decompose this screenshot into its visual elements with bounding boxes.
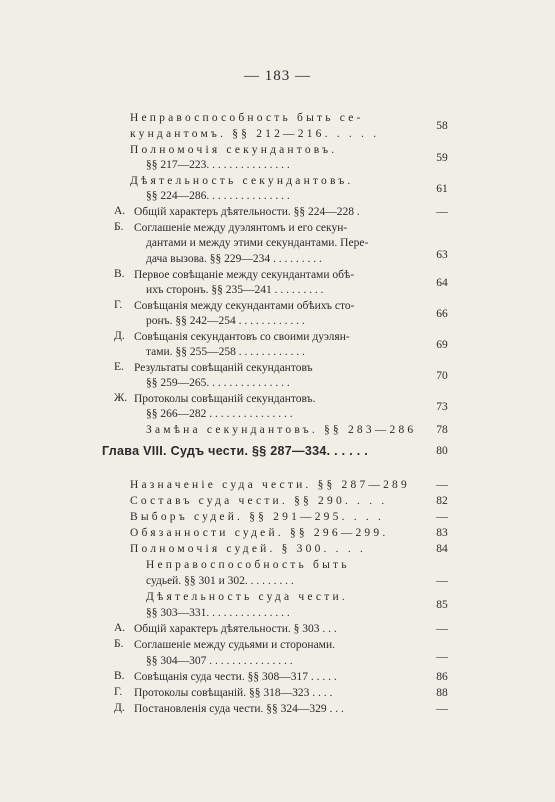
toc-page-number: 73 — [436, 401, 448, 413]
toc-item-letter: Е. — [114, 361, 124, 373]
toc-line: Полномочія секундантовъ. — [130, 144, 338, 156]
toc-page-number: — — [436, 623, 448, 635]
toc-line: Обязанности судей. §§ 296—299. — [130, 527, 389, 539]
toc-line: Неправоспособность быть — [146, 559, 350, 571]
toc-line: тами. §§ 255—258 . . . . . . . . . . . . — [146, 346, 305, 358]
toc-line: дантами и между этими секундантами. Пере- — [146, 237, 369, 249]
toc-page-number: 58 — [436, 120, 448, 132]
toc-line: Соглашеніе между судьями и сторонами. — [134, 639, 335, 651]
toc-item-letter: Б. — [114, 638, 124, 650]
toc-line: Первое совѣщаніе между секундантами обѣ- — [134, 269, 355, 281]
chapter-heading — [102, 444, 368, 459]
toc-item-letter: Г. — [114, 686, 123, 698]
toc-page-number: — — [436, 206, 448, 218]
toc-line: Соглашеніе между дуэлянтомъ и его секун- — [134, 222, 348, 234]
toc-line: Дѣятельность суда чести. — [146, 591, 348, 603]
toc-item-letter: Г. — [114, 299, 123, 311]
toc-item-letter: Д. — [114, 702, 125, 714]
toc-page-number: — — [436, 479, 448, 491]
toc-page-number: 66 — [436, 308, 448, 320]
toc-line: Полномочія судей. § 300. . . . — [130, 543, 367, 555]
toc-line: Протоколы совѣщаній секундантовъ. — [134, 393, 316, 405]
toc-line: Постановленія суда чести. §§ 324—329 . . . — [134, 703, 344, 715]
toc-item-letter: Ж. — [114, 392, 128, 404]
chapter-page-number: 80 — [436, 445, 448, 457]
toc-line: Дѣятельность секундантовъ. — [130, 175, 354, 187]
toc-page-number: 64 — [436, 277, 448, 289]
toc-page-number: — — [436, 575, 448, 587]
toc-line: кундантомъ. §§ 212—216. . . . . — [130, 128, 380, 140]
toc-line: §§ 266—282 . . . . . . . . . . . . . . . — [146, 408, 293, 420]
toc-line: §§ 224—286. . . . . . . . . . . . . . . — [146, 190, 290, 202]
toc-line: Неправоспособность быть се- — [130, 112, 364, 124]
toc-line: Совѣщанія секундантовъ со своими дуэлян- — [134, 331, 350, 343]
toc-line: Общій характеръ дѣятельности. § 303 . . . — [134, 623, 337, 635]
toc-page-number: 82 — [436, 495, 448, 507]
toc-page-number: 85 — [436, 599, 448, 611]
toc-line: ронъ. §§ 242—254 . . . . . . . . . . . . — [146, 315, 305, 327]
toc-item-letter: В. — [114, 670, 125, 682]
toc-page-number: — — [436, 703, 448, 715]
toc-page-number: 84 — [436, 543, 448, 555]
chapter-title: Судъ чести. §§ 287—334. . . . . . — [166, 444, 369, 458]
toc-page-number: — — [436, 511, 448, 523]
toc-line: Результаты совѣщаній секундантовъ — [134, 362, 313, 374]
toc-page-number: 83 — [436, 527, 448, 539]
toc-item-letter: В. — [114, 268, 125, 280]
toc-line: Замѣна секундантовъ. §§ 283—286 — [146, 424, 417, 436]
toc-line: Совѣщанія между секундантами обѣихъ сто- — [134, 300, 355, 312]
toc-item-letter: Б. — [114, 221, 124, 233]
toc-line: Общій характеръ дѣятельности. §§ 224—228 . — [134, 206, 360, 218]
toc-line: ихъ сторонъ. §§ 235—241 . . . . . . . . . — [146, 284, 324, 296]
toc-page-number: 69 — [436, 339, 448, 351]
toc-page-number: 59 — [436, 152, 448, 164]
page-number: — 183 — — [244, 68, 311, 84]
toc-item-letter: Д. — [114, 330, 125, 342]
toc-page-number: 63 — [436, 249, 448, 261]
toc-line: дача вызова. §§ 229—234 . . . . . . . . . — [146, 253, 322, 265]
toc-line: судьей. §§ 301 и 302. . . . . . . . . — [146, 575, 294, 587]
toc-line: Назначеніе суда чести. §§ 287—289 — [130, 479, 410, 491]
toc-line: §§ 259—265. . . . . . . . . . . . . . . — [146, 377, 290, 389]
toc-line: Протоколы совѣщаній. §§ 318—323 . . . . — [134, 687, 333, 699]
toc-page-number: — — [436, 651, 448, 663]
toc-line: §§ 303—331. . . . . . . . . . . . . . . — [146, 607, 290, 619]
toc-line: §§ 304—307 . . . . . . . . . . . . . . . — [146, 655, 293, 667]
toc-page-number: 86 — [436, 671, 448, 683]
toc-page-number: 88 — [436, 687, 448, 699]
toc-page-number: 61 — [436, 183, 448, 195]
toc-page-number: 78 — [436, 424, 448, 436]
toc-line: Составъ суда чести. §§ 290. . . . — [130, 495, 388, 507]
toc-page-number: 70 — [436, 370, 448, 382]
toc-line: §§ 217—223. . . . . . . . . . . . . . . — [146, 159, 290, 171]
chapter-label: Глава VIII. — [102, 444, 167, 458]
toc-item-letter: А. — [114, 622, 126, 634]
toc-item-letter: А. — [114, 205, 126, 217]
toc-line: Совѣщанія суда чести. §§ 308—317 . . . . . — [134, 671, 337, 683]
toc-line: Выборъ судей. §§ 291—295. . . . — [130, 511, 385, 523]
